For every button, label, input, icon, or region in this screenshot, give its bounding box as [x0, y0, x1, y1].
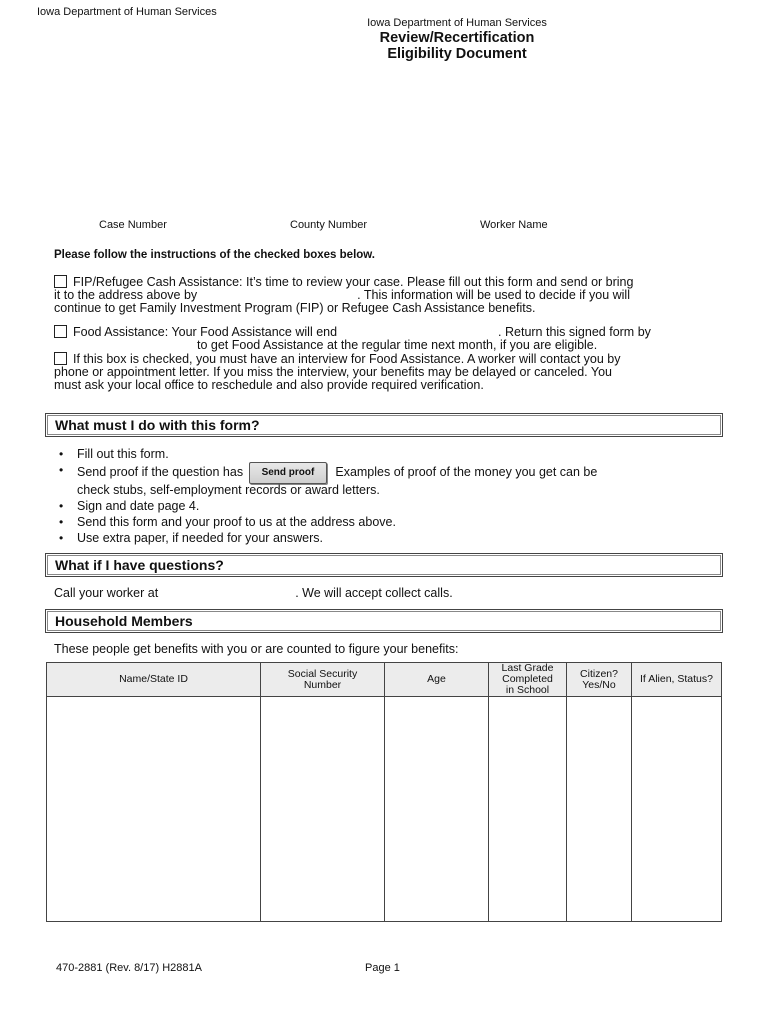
collect-calls-text: . We will accept collect calls.: [295, 586, 453, 600]
table-cell[interactable]: [567, 697, 632, 922]
list-item-text: Examples of proof of the money you get can be: [335, 465, 598, 479]
interview-line-3: must ask your local office to reschedule and also provide required verification.: [54, 378, 484, 392]
food-section: [54, 325, 724, 392]
interview-line-1: If this box is checked, you must have an interview for Food Assistance. A worker will contact you by: [73, 352, 621, 366]
column-grade-label-1: Last Grade: [501, 662, 554, 674]
list-item: • Use extra paper, if needed for your answers.: [54, 530, 714, 546]
agency-name-center: Iowa Department of Human Services: [367, 17, 547, 29]
fip-section: [54, 275, 724, 315]
interview-line-2: phone or appointment letter. If you miss the interview, your benefits may be delayed or canceled. You: [54, 365, 612, 379]
column-alien-label: If Alien, Status?: [640, 673, 713, 685]
table-cell[interactable]: [489, 697, 567, 922]
list-item: [54, 462, 714, 484]
column-age: [385, 663, 489, 697]
food-checkbox[interactable]: [54, 325, 67, 338]
column-grade-label-2: Completed: [502, 673, 553, 685]
agency-name-top: Iowa Department of Human Services: [37, 6, 217, 18]
column-citizen-label-2: Yes/No: [582, 678, 616, 691]
list-item-continuation: check stubs, self-employment records or award letters.: [77, 483, 380, 497]
column-citizen-label-1: Citizen?: [580, 667, 618, 680]
table-row: [47, 697, 722, 922]
instructions-heading: Please follow the instructions of the checked boxes below.: [54, 249, 376, 261]
document-title: [250, 30, 664, 62]
fip-line-2b: . This information will be used to decide if you will: [357, 288, 630, 302]
questions-section-header: [45, 553, 723, 577]
fip-line-1: FIP/Refugee Cash Assistance: It’s time to review your case. Please fill out this form and send or bring: [73, 275, 634, 289]
column-ssn-label-2: Number: [303, 678, 342, 691]
table-cell[interactable]: [261, 697, 385, 922]
interview-checkbox[interactable]: [54, 352, 67, 365]
what-to-do-section-header: [45, 413, 723, 437]
household-heading: Household Members: [55, 613, 193, 629]
column-grade-label-3: in School: [505, 684, 550, 696]
column-age-label: Age: [427, 673, 446, 685]
list-item: • Sign and date page 4.: [54, 498, 714, 514]
household-intro: These people get benefits with you or are counted to figure your benefits:: [54, 642, 459, 656]
table-cell[interactable]: [47, 697, 261, 922]
list-item: • Send this form and your proof to us at the address above.: [54, 514, 714, 530]
column-citizen: [567, 663, 632, 697]
column-ssn: [261, 663, 385, 697]
column-name-label: Name/State ID: [119, 673, 188, 685]
food-line-2: to get Food Assistance at the regular time next month, if you are eligible.: [197, 338, 598, 352]
fip-checkbox[interactable]: [54, 275, 67, 288]
worker-name-label: Worker Name: [480, 219, 548, 231]
food-line-1b: . Return this signed form by: [498, 325, 651, 339]
list-item: • Fill out this form.: [54, 446, 714, 462]
page-number: Page 1: [365, 962, 400, 974]
send-proof-button: Send proof: [249, 462, 328, 484]
title-line-1: Review/Recertification: [379, 30, 535, 46]
column-name: [47, 663, 261, 697]
case-number-label: Case Number: [99, 219, 167, 231]
column-alien: [632, 663, 722, 697]
what-to-do-heading: What must I do with this form?: [55, 417, 260, 433]
household-members-table: [46, 662, 722, 922]
table-header-row: [47, 663, 722, 697]
food-line-1a: Food Assistance: Your Food Assistance will end: [73, 325, 338, 339]
table-cell[interactable]: [632, 697, 722, 922]
call-worker-line: [54, 586, 453, 600]
column-grade: [489, 663, 567, 697]
what-to-do-list: [54, 446, 714, 546]
list-item-text: Send proof if the question has: [77, 465, 244, 479]
county-number-label: County Number: [290, 219, 368, 231]
household-section-header: [45, 609, 723, 633]
column-ssn-label-1: Social Security: [287, 667, 358, 680]
call-worker-text: Call your worker at: [54, 586, 159, 600]
fip-line-2a: it to the address above by: [54, 288, 198, 302]
form-number: 470-2881 (Rev. 8/17) H2881A: [56, 962, 202, 974]
questions-heading: What if I have questions?: [55, 557, 224, 573]
fip-line-3: continue to get Family Investment Program (FIP) or Refugee Cash Assistance benefits.: [54, 301, 536, 315]
title-line-2: Eligibility Document: [387, 46, 527, 62]
table-cell[interactable]: [385, 697, 489, 922]
